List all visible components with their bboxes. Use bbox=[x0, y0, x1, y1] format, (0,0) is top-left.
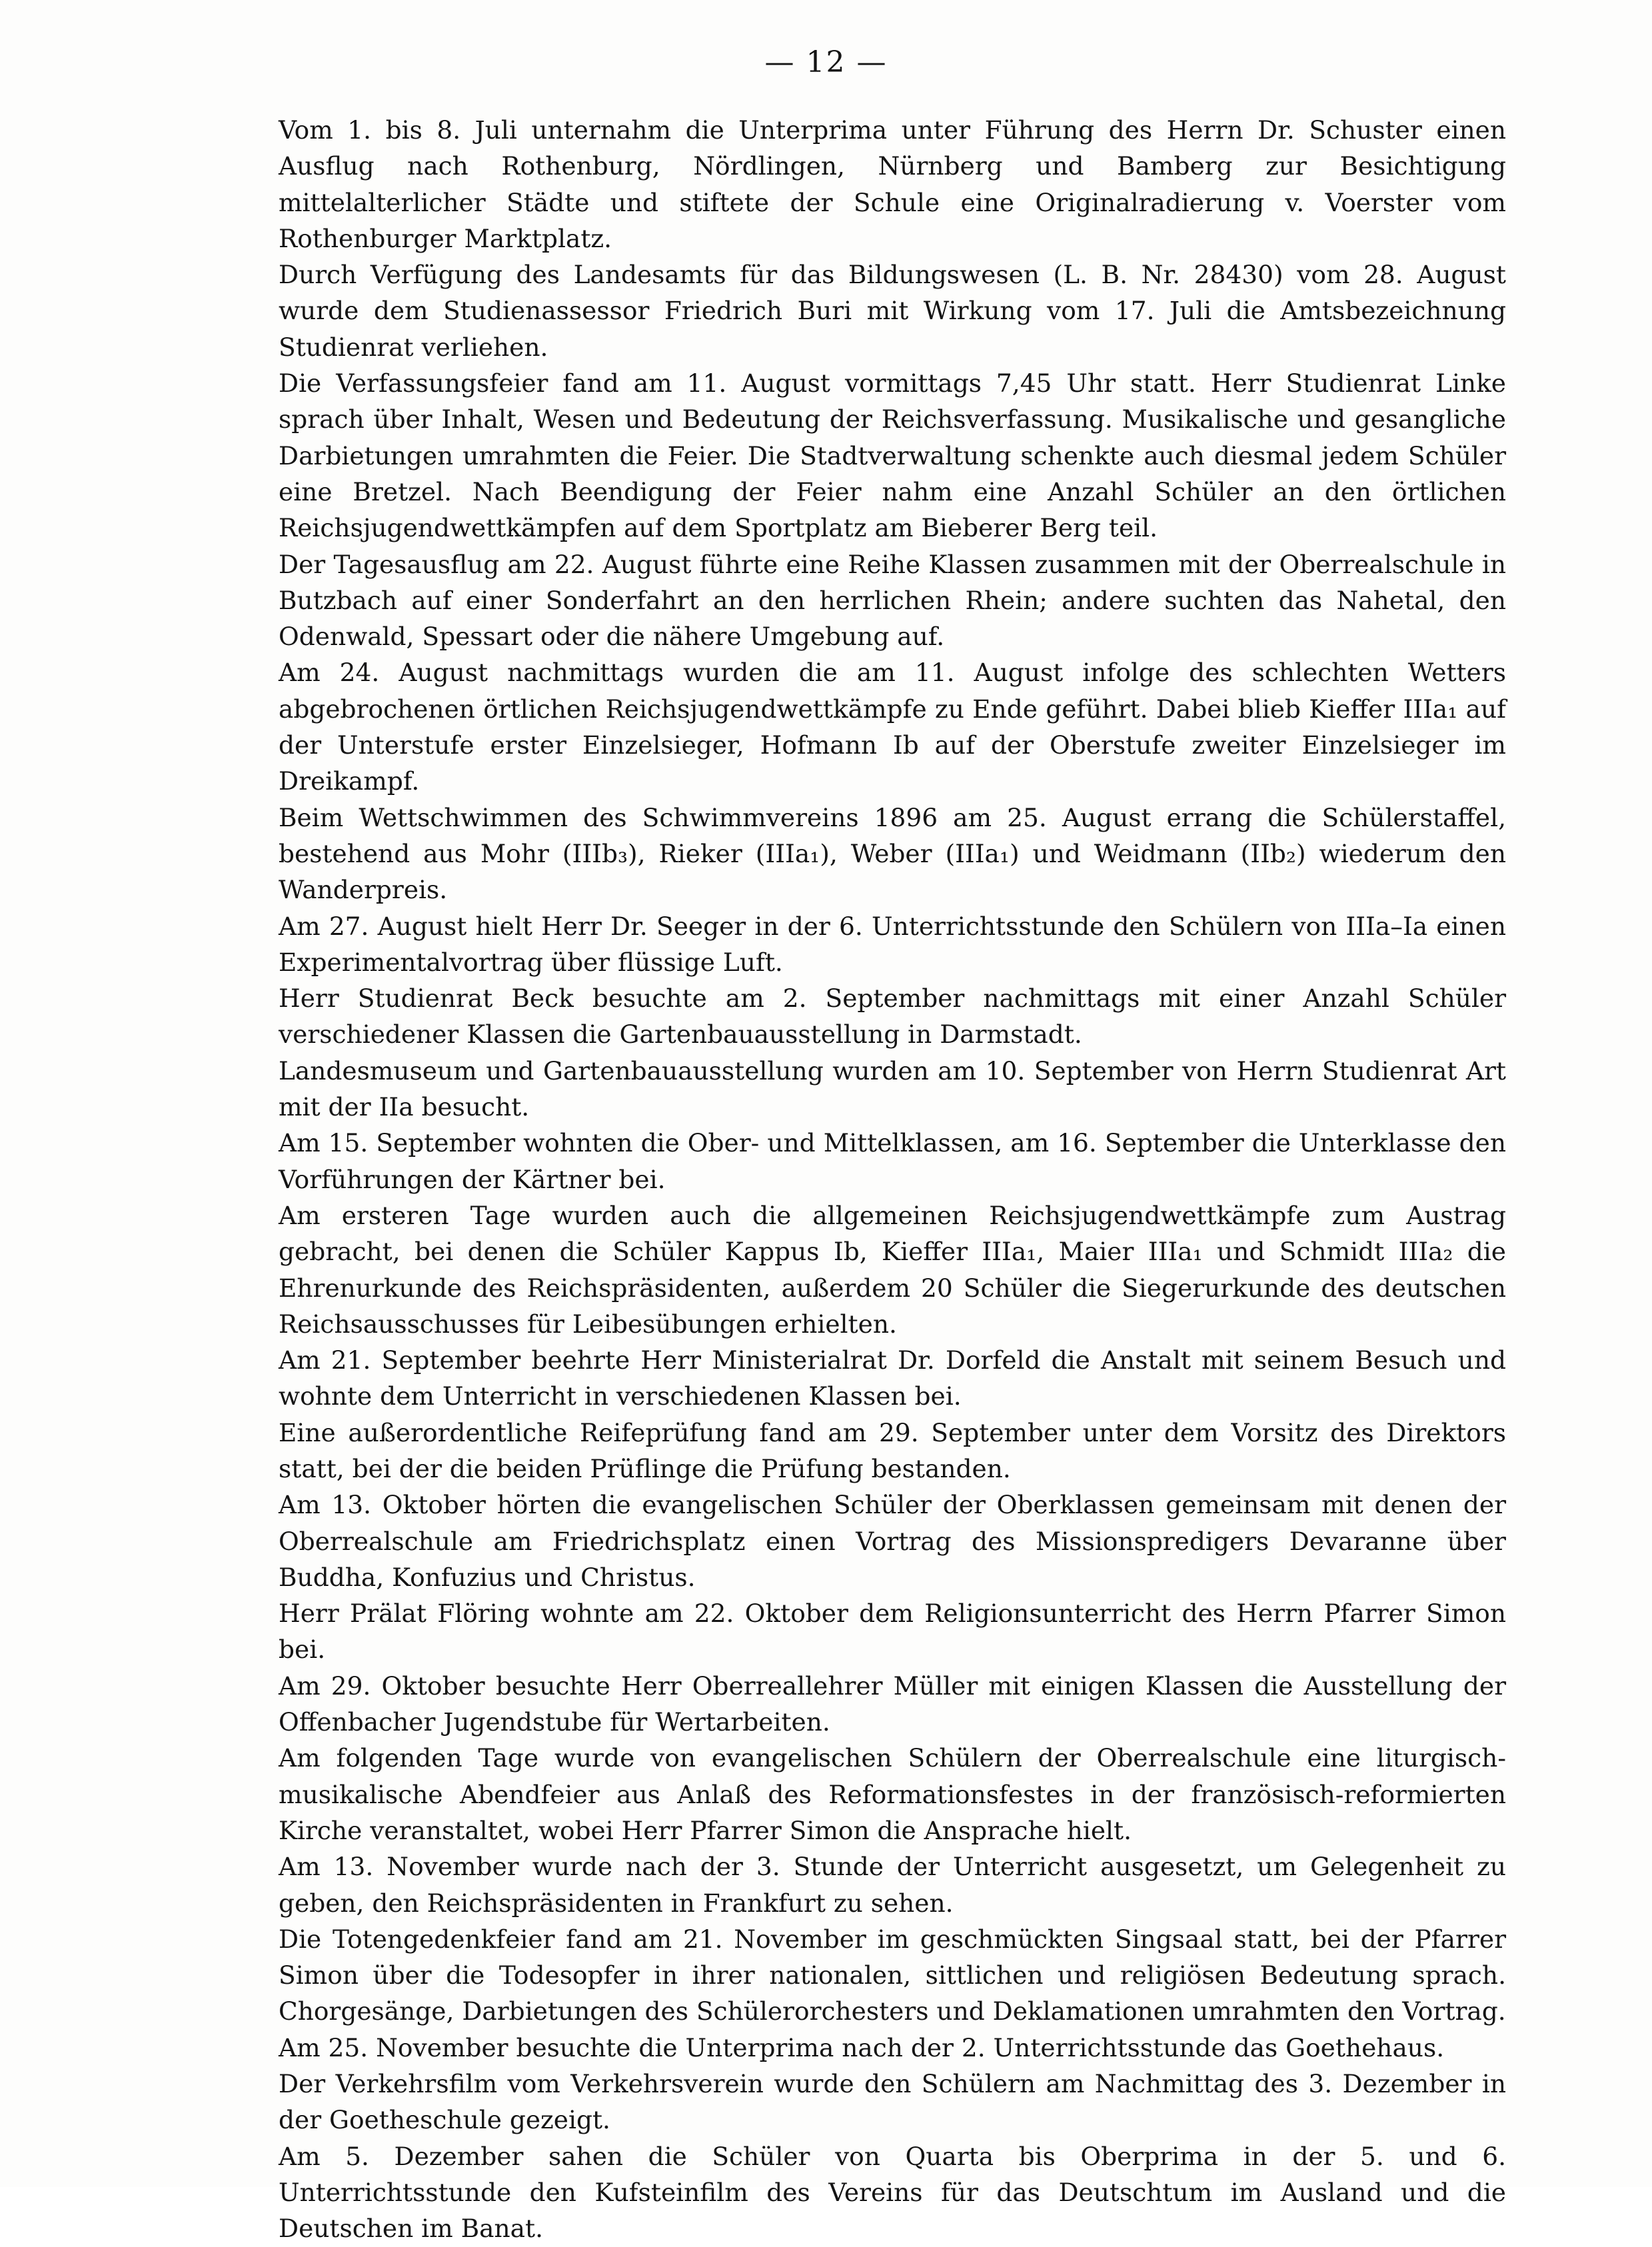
page-number: — 12 — bbox=[764, 45, 888, 79]
paragraph-gartenbauausstellung: Herr Studienrat Beck besuchte am 2. September nachmittags mit einer Anzahl Schüler verschiedener Klassen die Gartenbauausstellung in Darmstadt. bbox=[279, 984, 1506, 1050]
paragraph-landesmuseum: Landesmuseum und Gartenbauausstellung wurden am 10. September von Herrn Studienrat Art mit der IIa besucht. bbox=[279, 1056, 1506, 1122]
paragraph-missionsvortrag: Am 13. Oktober hörten die evangelischen Schüler der Oberklassen gemeinsam mit denen der Oberrealschule am Friedrichsplatz einen Vortrag des Missionspredigers Devaranne über Buddha, Konfuzius und Christus. bbox=[279, 1490, 1506, 1592]
paragraph-goethehaus: Am 25. November besuchte die Unterprima nach der 2. Unterrichtsstunde das Goethehaus. bbox=[279, 2032, 1445, 2062]
paragraph-ausflug-rothenburg: Vom 1. bis 8. Juli unternahm die Unterprima unter Führung des Herrn Dr. Schuster einen Ausflug nach Rothenburg, Nördlingen, Nürnberg und Bamberg zur Besichtigung mittelalterlicher Städte und stiftete der Schule eine Originalradierung v. Voerster vom Rothenburger Marktplatz. bbox=[279, 115, 1506, 253]
paragraph-wettschwimmen: Beim Wettschwimmen des Schwimmvereins 1896 am 25. August errang die Schülerstaffel, bestehend aus Mohr (IIIb₃), Rieker (IIIa₁), Weber (IIIa₁) und Weidmann (IIb₂) wiederum den Wanderpreis. bbox=[279, 802, 1506, 905]
paragraph-totengedenkfeier: Die Totengedenkfeier fand am 21. November im geschmückten Singsaal statt, bei der Pfarrer Simon über die Todesopfer in ihrer nationalen, sittlichen und religiösen Bedeutung sprach. Chorgesänge, Darbietungen des Schülerorchesters und Deklamationen umrahmten den Vortrag. bbox=[279, 1924, 1506, 2026]
paragraph-experimentalvortrag: Am 27. August hielt Herr Dr. Seeger in der 6. Unterrichtsstunde den Schülern von IIIa–Ia einen Experimentalvortrag über flüssige Luft. bbox=[279, 911, 1506, 977]
paragraph-reformationsfest: Am folgenden Tage wurde von evangelischen Schülern der Oberrealschule eine liturgisch-musikalische Abendfeier aus Anlaß des Reformationsfestes in der französisch-reformierten Kirche veranstaltet, wobei Herr Pfarrer Simon die Ansprache hielt. bbox=[279, 1743, 1506, 1845]
paragraph-tagesausflug: Der Tagesausflug am 22. August führte eine Reihe Klassen zusammen mit der Oberrealschule in Butzbach auf einer Sonderfahrt an den herrlichen Rhein; andere suchten das Nahetal, den Odenwald, Spessart oder die nähere Umgebung auf. bbox=[279, 549, 1506, 652]
paragraph-kufsteinfilm: Am 5. Dezember sahen die Schüler von Quarta bis Oberprima in der 5. und 6. Unterrichtsstunde den Kufsteinfilm des Vereins für das Deutschtum im Ausland und die Deutschen im Banat. bbox=[279, 2141, 1506, 2244]
paragraph-ehrenurkunde: Am ersteren Tage wurden auch die allgemeinen Reichsjugendwettkämpfe zum Austrag gebracht, bei denen die Schüler Kappus Ib, Kieffer IIIa₁, Maier IIIa₁ und Schmidt IIIa₂ die Ehrenurkunde des Reichspräsidenten, außerdem 20 Schüler die Siegerurkunde des deutschen Reichsausschusses für Leibesübungen erhielten. bbox=[279, 1200, 1506, 1339]
paragraph-praelat-floering: Herr Prälat Flöring wohnte am 22. Oktober dem Religionsunterricht des Herrn Pfarrer Simon bei. bbox=[279, 1599, 1506, 1665]
paragraph-ministerialrat-besuch: Am 21. September beehrte Herr Ministerialrat Dr. Dorfeld die Anstalt mit seinem Besuch und wohnte dem Unterricht in verschiedenen Klassen bei. bbox=[279, 1345, 1506, 1411]
paragraph-reichsjugendwettkaempfe: Am 24. August nachmittags wurden die am 11. August infolge des schlechten Wetters abgebrochenen örtlichen Reichsjugendwettkämpfe zu Ende geführt. Dabei blieb Kieffer IIIa₁ auf der Unterstufe erster Einzelsieger, Hofmann Ib auf der Oberstufe zweiter Einzelsieger im Dreikampf. bbox=[279, 658, 1506, 796]
paragraph-verkehrsfilm: Der Verkehrsfilm vom Verkehrsverein wurde den Schülern am Nachmittag des 3. Dezember in der Goetheschule gezeigt. bbox=[279, 2069, 1506, 2135]
paragraph-reichspraesident: Am 13. November wurde nach der 3. Stunde der Unterricht ausgesetzt, um Gelegenheit zu geben, den Reichspräsidenten in Frankfurt zu sehen. bbox=[279, 1852, 1506, 1918]
paragraph-kaertner: Am 15. September wohnten die Ober- und Mittelklassen, am 16. September die Unterklasse den Vorführungen der Kärtner bei. bbox=[279, 1128, 1506, 1194]
paragraph-verfassungsfeier: Die Verfassungsfeier fand am 11. August vormittags 7,45 Uhr statt. Herr Studienrat Linke sprach über Inhalt, Wesen und Bedeutung der Reichsverfassung. Musikalische und gesangliche Darbietungen umrahmten die Feier. Die Stadtverwaltung schenkte auch diesmal jedem Schüler eine Bretzel. Nach Beendigung der Feier nahm eine Anzahl Schüler an den örtlichen Reichsjugendwettkämpfen auf dem Sportplatz am Bieberer Berg teil. bbox=[279, 369, 1506, 543]
body-text bbox=[279, 112, 1506, 2247]
paragraph-jugendstube: Am 29. Oktober besuchte Herr Oberreallehrer Müller mit einigen Klassen die Ausstellung der Offenbacher Jugendstube für Wertarbeiten. bbox=[279, 1671, 1506, 1737]
paragraph-studienrat-buri: Durch Verfügung des Landesamts für das Bildungswesen (L. B. Nr. 28430) vom 28. August wurde dem Studienassessor Friedrich Buri mit Wirkung vom 17. Juli die Amtsbezeichnung Studienrat verliehen. bbox=[279, 260, 1506, 362]
paragraph-reifepruefung: Eine außerordentliche Reifeprüfung fand am 29. September unter dem Vorsitz des Direktors statt, bei der die beiden Prüflinge die Prüfung bestanden. bbox=[279, 1417, 1506, 1483]
